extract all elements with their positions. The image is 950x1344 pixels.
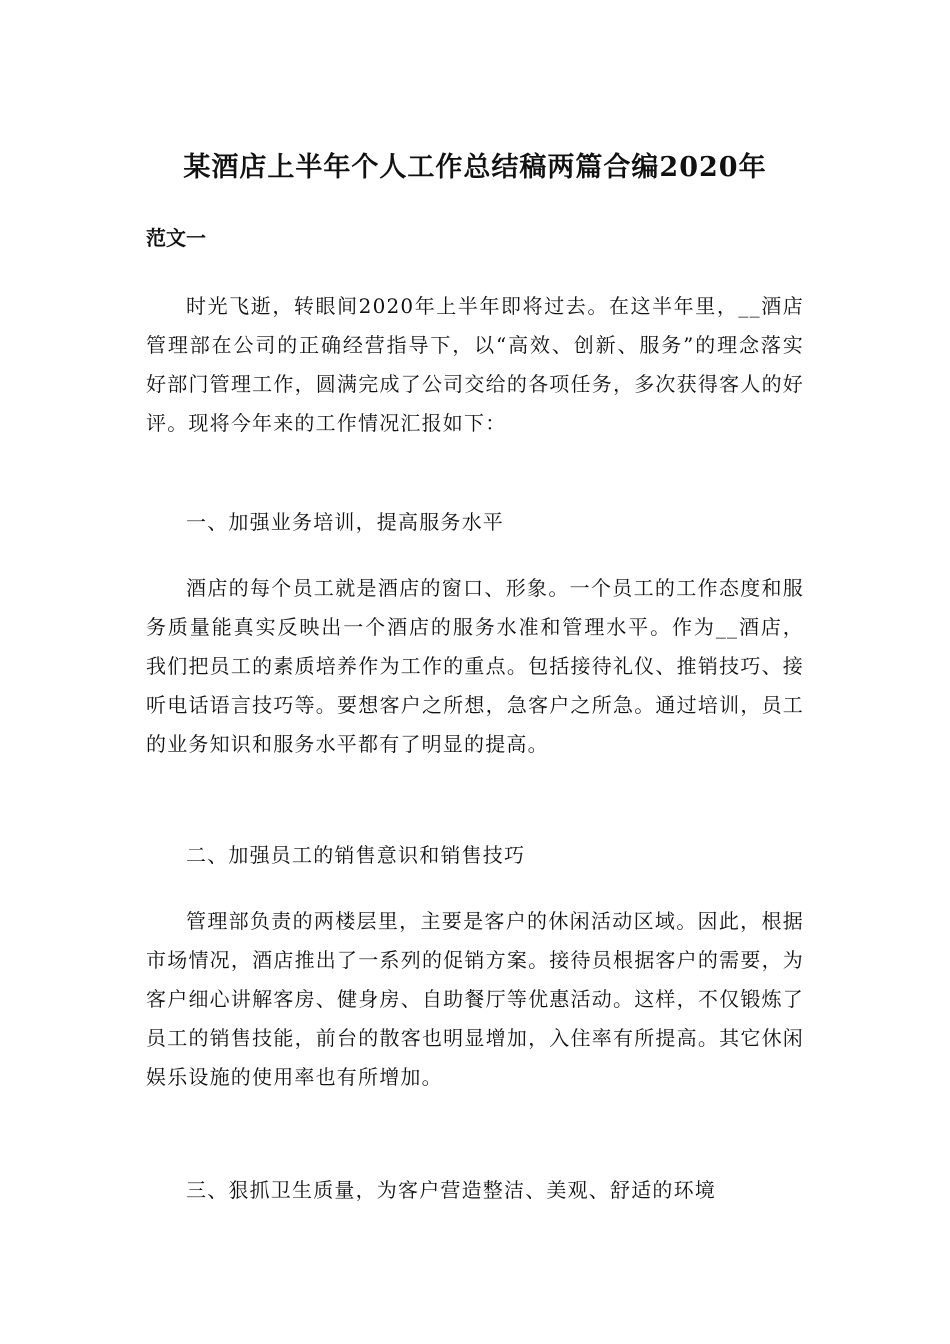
paragraph-training: 酒店的每个员工就是酒店的窗口、形象。一个员工的工作态度和服务质量能真实反映出一个酒店的服务水准和管理水平。作为__酒店，我们把员工的素质培养作为工作的重点。包括接待礼仪、推销技巧、接听电话语言技巧等。要想客户之所想，急客户之所急。通过培训，员工的业务知识和服务水平都有了明显的提高。 bbox=[146, 576, 804, 756]
section-heading-3: 三、狠抓卫生质量，为客户营造整洁、美观、舒适的环境 bbox=[186, 1178, 716, 1202]
document-title: 某酒店上半年个人工作总结稿两篇合编2020年 bbox=[183, 152, 767, 183]
intro-paragraph: 时光飞逝，转眼间2020年上半年即将过去。在这半年里，__酒店管理部在公司的正确经营指导下，以“高效、创新、服务”的理念落实好部门管理工作，圆满完成了公司交给的各项任务，多次获得客人的好评。现将今年来的工作情况汇报如下： bbox=[146, 294, 804, 435]
section-heading-1: 一、加强业务培训，提高服务水平 bbox=[186, 510, 504, 534]
section-label: 范文一 bbox=[146, 226, 206, 250]
paragraph-sales: 管理部负责的两楼层里，主要是客户的休闲活动区域。因此，根据市场情况，酒店推出了一系列的促销方案。接待员根据客户的需要，为客户细心讲解客房、健身房、自助餐厅等优惠活动。这样，不仅锻炼了员工的销售技能，前台的散客也明显增加，入住率有所提高。其它休闲娱乐设施的使用率也有所增加。 bbox=[146, 909, 804, 1089]
section-heading-2: 二、加强员工的销售意识和销售技巧 bbox=[186, 843, 526, 867]
